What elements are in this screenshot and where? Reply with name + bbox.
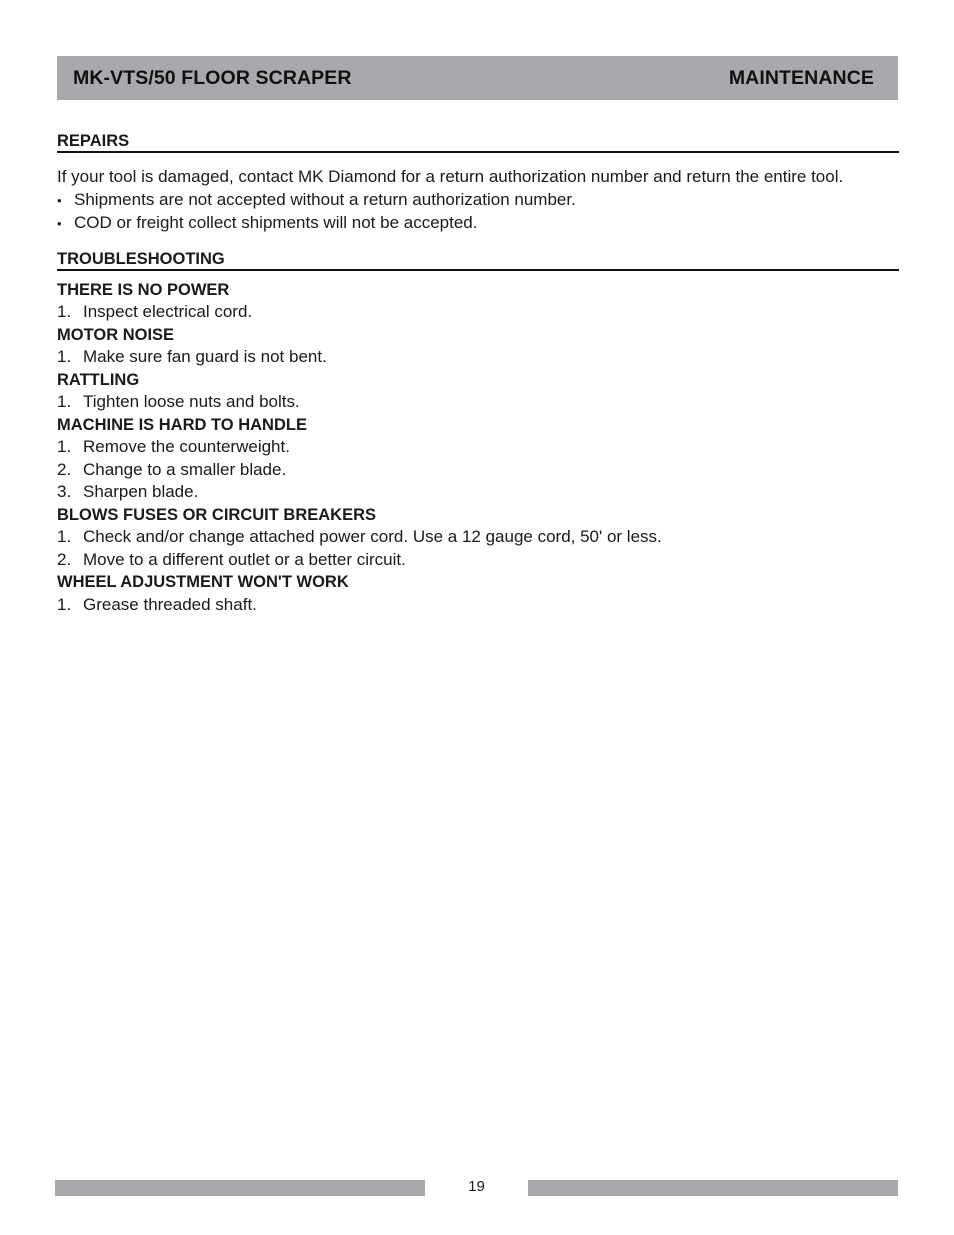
- repairs-bullet: [57, 189, 927, 213]
- step-text: Check and/or change attached power cord. Use a 12 gauge cord, 50' or less.: [83, 527, 662, 546]
- problem-motor-noise: [57, 324, 927, 369]
- problem-title: THERE IS NO POWER: [57, 280, 230, 299]
- problem-step: [57, 436, 927, 459]
- problem-step: [57, 549, 927, 572]
- problem-blows-fuses: [57, 504, 927, 572]
- problem-title: BLOWS FUSES OR CIRCUIT BREAKERS: [57, 505, 377, 524]
- problem-step: [57, 481, 927, 504]
- bullet-text: COD or freight collect shipments will not be accepted.: [74, 213, 478, 232]
- step-number: 1.: [57, 392, 72, 411]
- page-header-bar: [57, 56, 898, 100]
- step-text: Change to a smaller blade.: [83, 459, 287, 479]
- bullet-text: Shipments are not accepted without a return authorization number.: [74, 189, 576, 209]
- problem-title: RATTLING: [57, 370, 140, 389]
- page-content: [57, 131, 927, 616]
- problem-step: [57, 301, 927, 324]
- step-text: Tighten loose nuts and bolts.: [83, 392, 300, 411]
- bullet-symbol: •: [57, 216, 62, 231]
- problem-step: [57, 459, 927, 482]
- problem-step: [57, 526, 927, 549]
- step-text: Grease threaded shaft.: [83, 594, 257, 614]
- step-text: Inspect electrical cord.: [83, 302, 253, 321]
- step-number: 2.: [57, 549, 72, 569]
- repairs-bullet: [57, 212, 927, 236]
- repairs-heading: REPAIRS: [57, 131, 899, 153]
- footer-bar-left: [55, 1180, 425, 1196]
- manual-title: MK-VTS/50 FLOOR SCRAPER: [73, 66, 352, 89]
- step-text: Move to a different outlet or a better circuit.: [83, 549, 406, 569]
- page-number: 19: [468, 1178, 485, 1195]
- step-number: 1.: [57, 527, 72, 546]
- problem-no-power: [57, 279, 927, 324]
- footer-bar-right: [528, 1180, 898, 1196]
- step-number: 1.: [57, 347, 72, 366]
- problem-step: [57, 594, 927, 617]
- bullet-symbol: •: [57, 192, 62, 208]
- repairs-intro: If your tool is damaged, contact MK Diamond for a return authorization number and return the entire tool.: [57, 167, 844, 186]
- step-number: 1.: [57, 302, 72, 321]
- section-title: MAINTENANCE: [728, 66, 874, 89]
- problem-title: MACHINE IS HARD TO HANDLE: [57, 415, 307, 434]
- problem-title: WHEEL ADJUSTMENT WON'T WORK: [57, 573, 349, 591]
- troubleshooting-heading: TROUBLESHOOTING: [57, 249, 899, 271]
- step-number: 3.: [57, 482, 72, 501]
- step-text: Make sure fan guard is not bent.: [83, 347, 327, 366]
- problem-title: MOTOR NOISE: [57, 325, 175, 344]
- step-number: 1.: [57, 594, 72, 614]
- step-number: 2.: [57, 459, 72, 479]
- step-text: Remove the counterweight.: [83, 437, 290, 456]
- step-text: Sharpen blade.: [83, 482, 199, 501]
- problem-step: [57, 346, 927, 369]
- step-number: 1.: [57, 437, 72, 456]
- problem-rattling: [57, 369, 927, 414]
- problem-step: [57, 391, 927, 414]
- problem-hard-to-handle: [57, 414, 927, 504]
- problem-wheel-adjustment: [57, 571, 927, 616]
